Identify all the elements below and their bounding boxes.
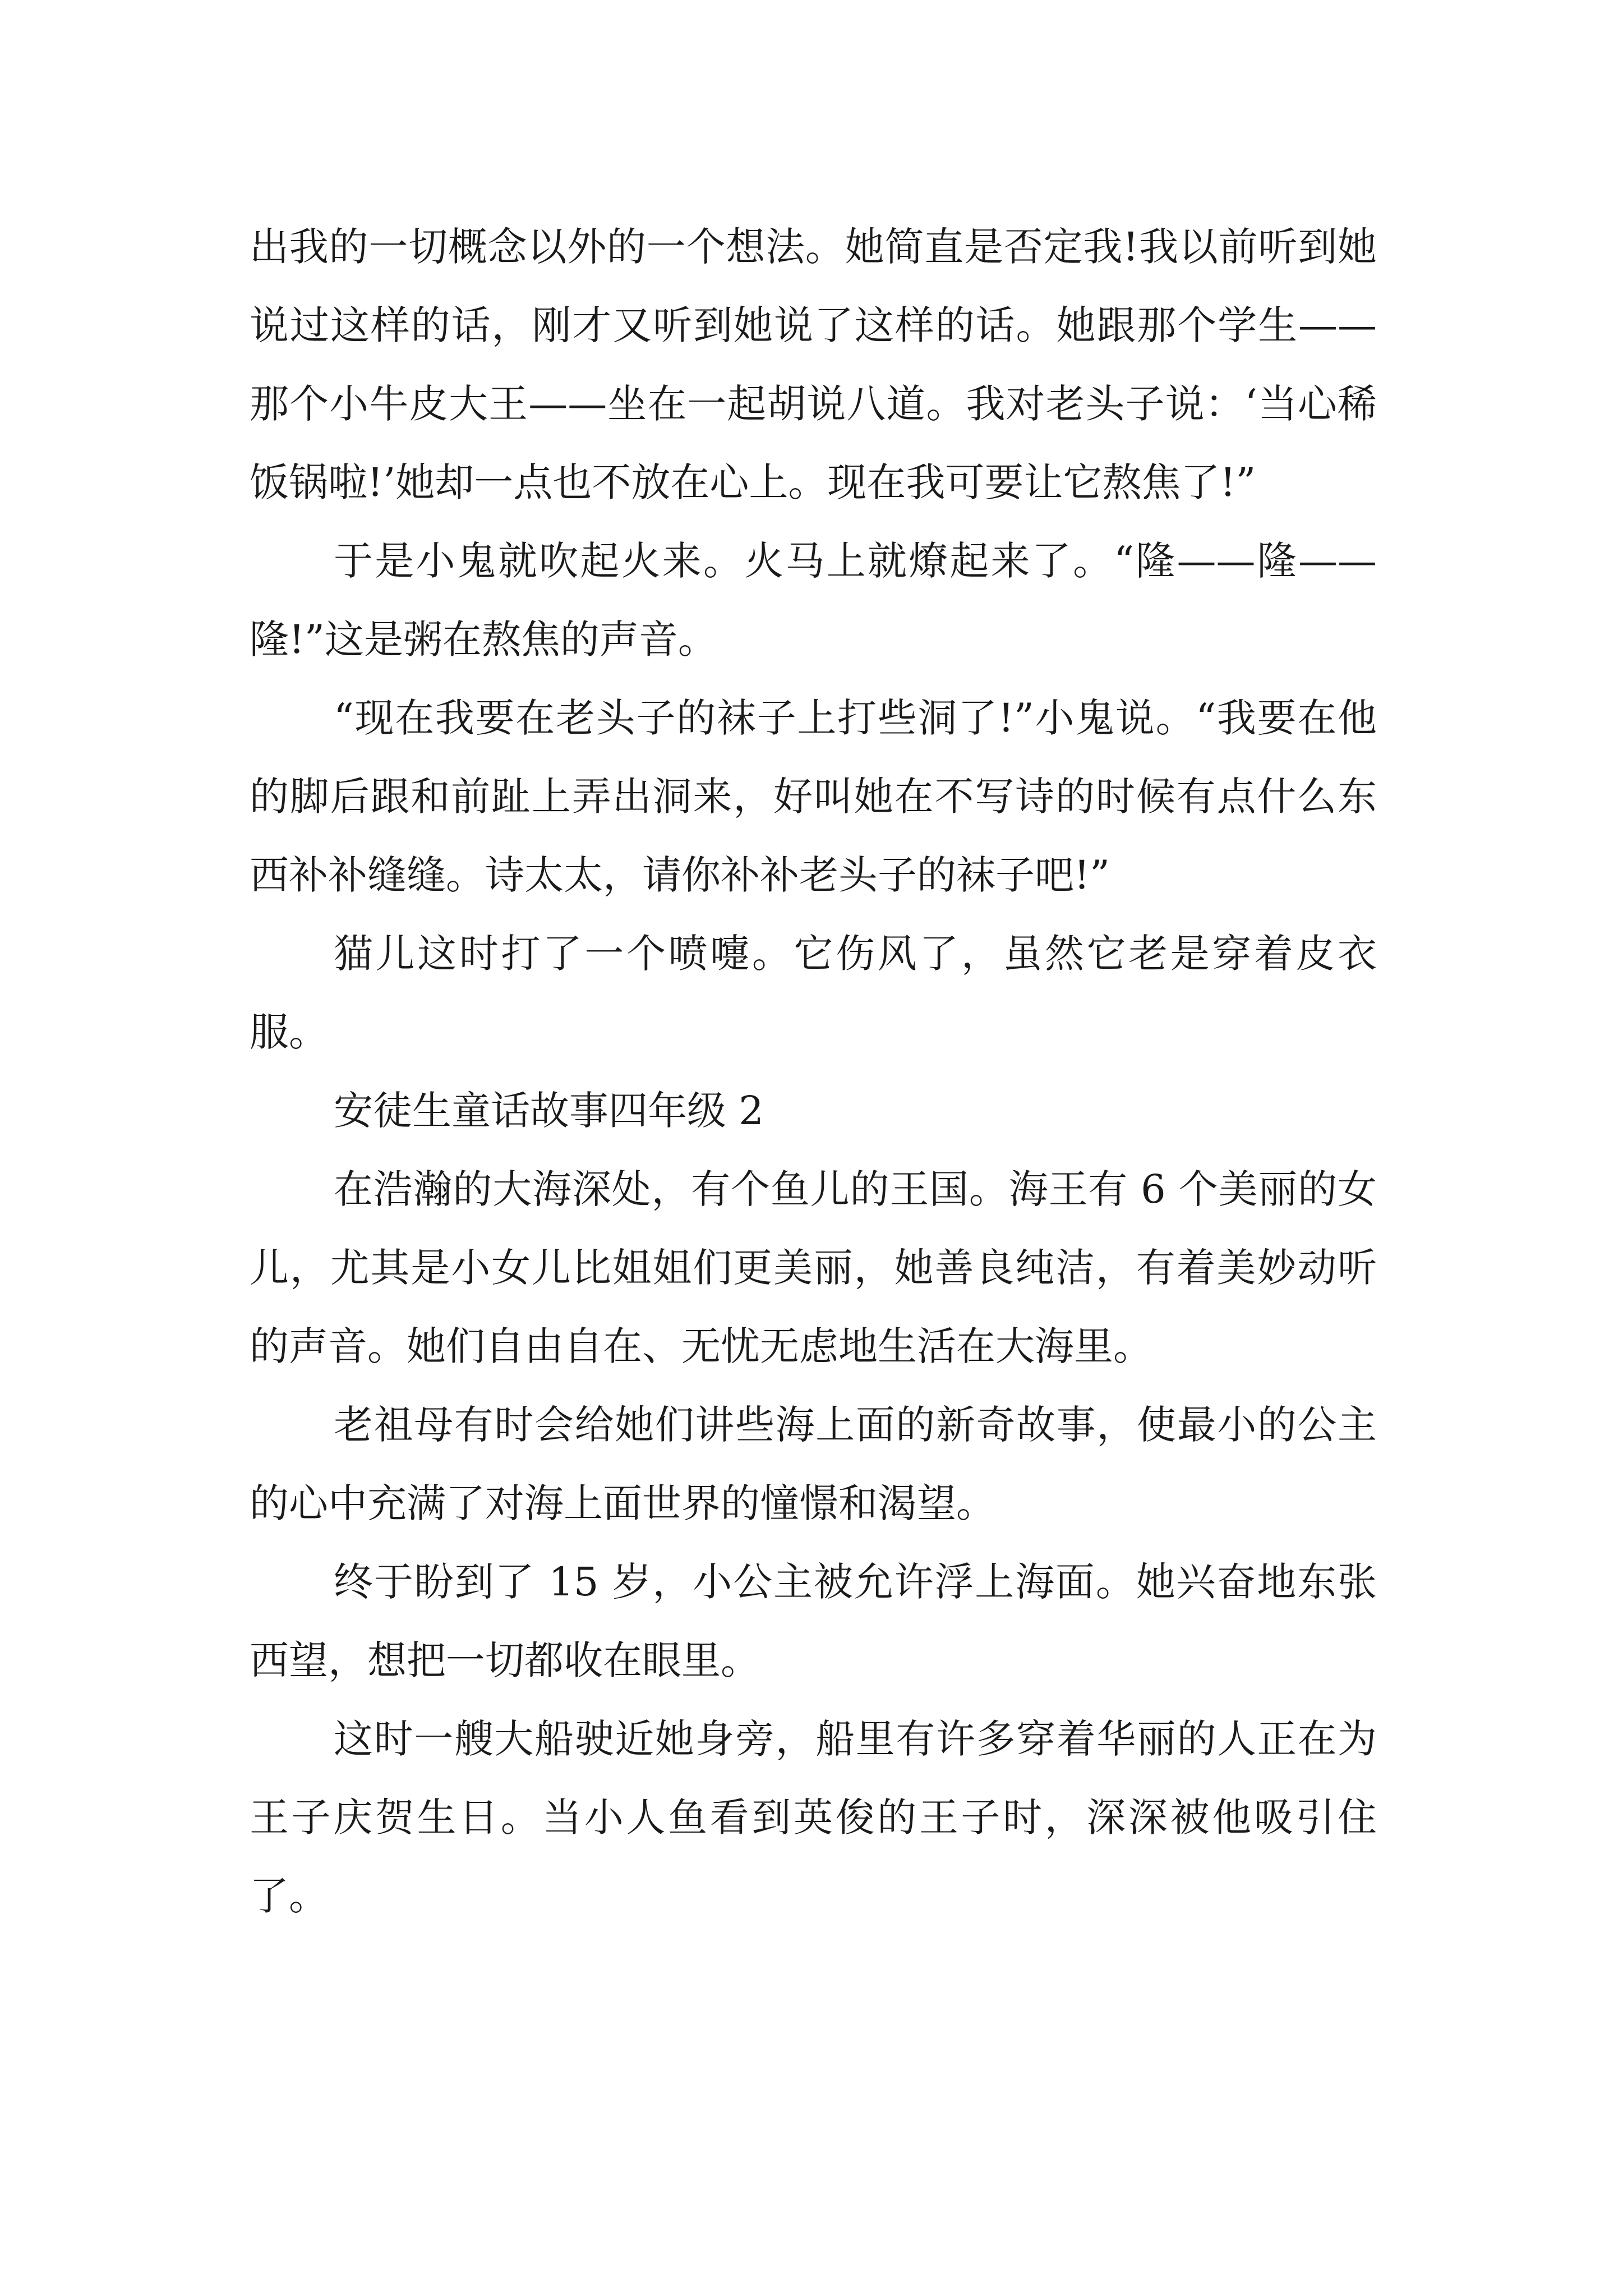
section-heading: 安徒生童话故事四年级 2 bbox=[334, 1088, 764, 1134]
paragraph: 于是小鬼就吹起火来。火马上就燎起来了。“隆——隆——隆!”这是粥在熬焦的声音。 bbox=[250, 538, 1377, 662]
paragraph: 老祖母有时会给她们讲些海上面的新奇故事，使最小的公主的心中充满了对海上面世界的憧憬和渴望。 bbox=[250, 1402, 1377, 1526]
paragraph: 在浩瀚的大海深处，有个鱼儿的王国。海王有 6 个美丽的女儿，尤其是小女儿比姐姐们更美丽，她善良纯洁，有着美妙动听的声音。她们自由自在、无忧无虑地生活在大海里。 bbox=[250, 1166, 1377, 1369]
paragraph: “现在我要在老头子的袜子上打些洞了!”小鬼说。“我要在他的脚后跟和前趾上弄出洞来，好叫她在不写诗的时候有点什么东西补补缝缝。诗太太，请你补补老头子的袜子吧!” bbox=[250, 695, 1377, 898]
paragraph-continuation: 出我的一切概念以外的一个想法。她简直是否定我!我以前听到她说过这样的话，刚才又听到她说了这样的话。她跟那个学生——那个小牛皮大王——坐在一起胡说八道。我对老头子说：‘当心稀饭锅啦!’她却一点也不放在心上。现在我可要让它熬焦了!” bbox=[250, 224, 1377, 505]
paragraph: 这时一艘大船驶近她身旁，船里有许多穿着华丽的人正在为王子庆贺生日。当小人鱼看到英俊的王子时，深深被他吸引住了。 bbox=[250, 1716, 1377, 1919]
body-text bbox=[250, 208, 1377, 1935]
paragraph: 终于盼到了 15 岁，小公主被允许浮上海面。她兴奋地东张西望，想把一切都收在眼里。 bbox=[250, 1559, 1377, 1683]
paragraph: 猫儿这时打了一个喷嚏。它伤风了，虽然它老是穿着皮衣服。 bbox=[250, 931, 1377, 1055]
